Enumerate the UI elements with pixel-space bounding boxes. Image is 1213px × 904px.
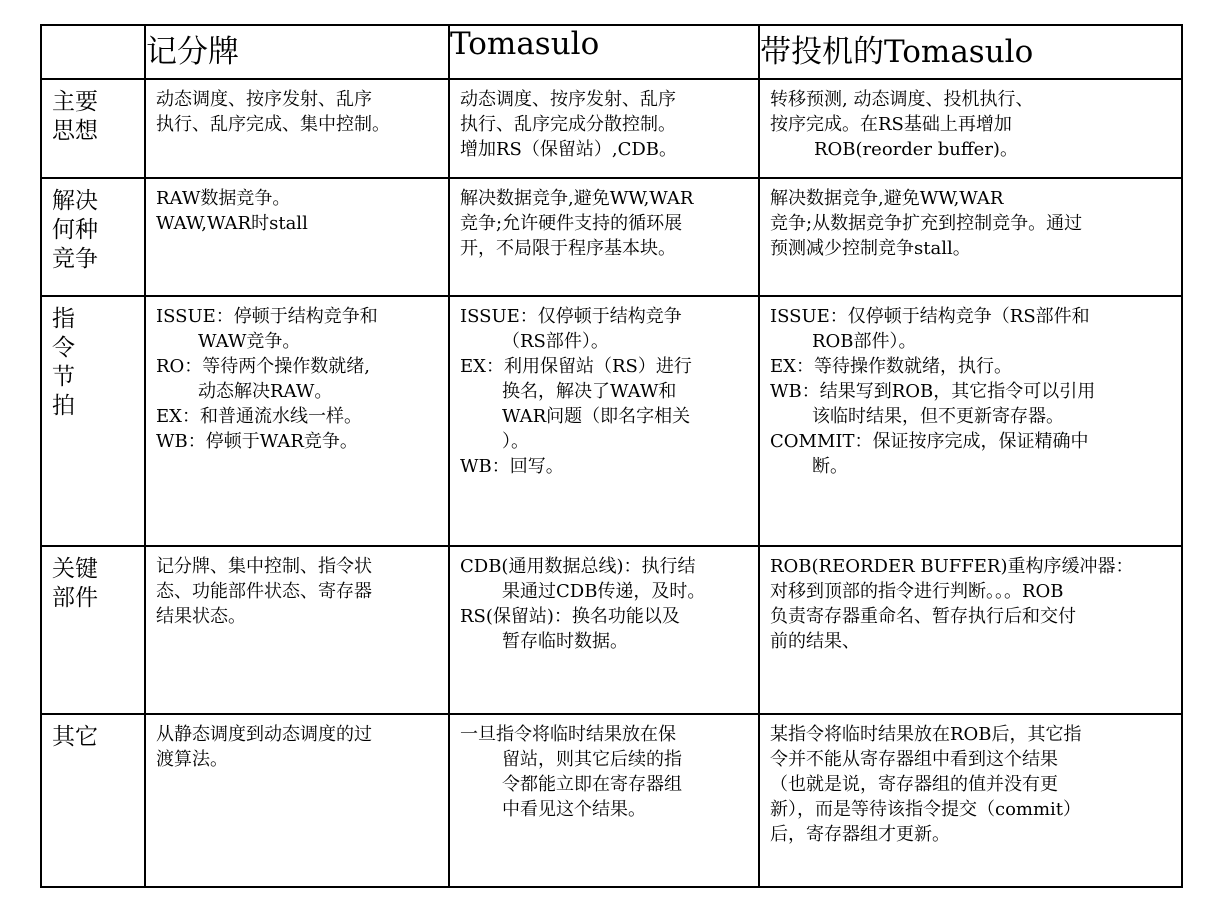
cell-line: 留站，则其它后续的指 bbox=[502, 749, 682, 770]
row-label-line: 拍 bbox=[52, 393, 75, 419]
cell-line: EX：和普通流水线一样。 bbox=[156, 406, 362, 427]
cell-line: （也就是说，寄存器组的值并没有更 bbox=[770, 774, 1058, 795]
cell-line: 前的结果、 bbox=[770, 631, 860, 652]
cell-line: 开，不局限于程序基本块。 bbox=[460, 238, 676, 259]
row-label-key-components bbox=[41, 546, 145, 714]
cell-tomasulo bbox=[449, 178, 759, 296]
cell-line: 令都能立即在寄存器组 bbox=[502, 774, 682, 795]
row-label-line: 指 bbox=[52, 306, 75, 332]
cell-line: 从静态调度到动态调度的过 bbox=[156, 724, 372, 745]
cell-line: 新），而是等待该指令提交（commit） bbox=[770, 799, 1082, 820]
cell-line: ISSUE：仅停顿于结构竞争 bbox=[460, 306, 682, 327]
table-row bbox=[41, 178, 1182, 296]
row-label-main-idea bbox=[41, 79, 145, 178]
cell-line: EX：利用保留站（RS）进行 bbox=[460, 356, 692, 377]
cell-line: WB：停顿于WAR竞争。 bbox=[156, 431, 358, 452]
cell-line: 执行、乱序完成、集中控制。 bbox=[156, 114, 390, 135]
cell-scoreboard bbox=[145, 178, 449, 296]
table-row bbox=[41, 546, 1182, 714]
cell-speculative bbox=[759, 714, 1182, 887]
cell-tomasulo bbox=[449, 714, 759, 887]
cell-line: 一旦指令将临时结果放在保 bbox=[460, 724, 676, 745]
row-label-line: 关键 bbox=[52, 556, 98, 582]
cell-line: 负责寄存器重命名、暂存执行后和交付 bbox=[770, 606, 1076, 627]
cell-line: 断。 bbox=[812, 456, 848, 477]
cell-line: 对移到顶部的指令进行判断。。。ROB bbox=[770, 581, 1064, 602]
cell-scoreboard bbox=[145, 296, 449, 546]
table-row bbox=[41, 79, 1182, 178]
cell-line: 某指令将临时结果放在ROB后，其它指 bbox=[770, 724, 1082, 745]
cell-line: RS(保留站)：换名功能以及 bbox=[460, 606, 680, 627]
table-row bbox=[41, 296, 1182, 546]
cell-tomasulo bbox=[449, 546, 759, 714]
cell-line: 动态调度、按序发射、乱序 bbox=[156, 89, 372, 110]
cell-speculative bbox=[759, 178, 1182, 296]
cell-speculative bbox=[759, 296, 1182, 546]
cell-line: 果通过CDB传递，及时。 bbox=[502, 581, 706, 602]
cell-line: 动态解决RAW。 bbox=[198, 381, 333, 402]
cell-line: 后，寄存器组才更新。 bbox=[770, 824, 950, 845]
cell-line: ISSUE：停顿于结构竞争和 bbox=[156, 306, 378, 327]
cell-line: COMMIT：保证按序完成，保证精确中 bbox=[770, 431, 1089, 452]
row-label-line: 部件 bbox=[52, 585, 98, 611]
row-label-line: 解决 bbox=[52, 188, 98, 214]
cell-line: 记分牌、集中控制、指令状 bbox=[156, 556, 372, 577]
row-label-line: 其它 bbox=[52, 724, 98, 750]
cell-line: 竞争;允许硬件支持的循环展 bbox=[460, 213, 683, 234]
cell-scoreboard bbox=[145, 79, 449, 178]
cell-line: RAW数据竞争。 bbox=[156, 188, 291, 209]
cell-line: WAW竞争。 bbox=[198, 331, 301, 352]
cell-line: 按序完成。在RS基础上再增加 bbox=[770, 114, 1012, 135]
cell-scoreboard bbox=[145, 714, 449, 887]
cell-line: 增加RS（保留站）,CDB。 bbox=[460, 139, 678, 160]
cell-line: ROB(reorder buffer)。 bbox=[814, 139, 1018, 160]
cell-line: 中看见这个结果。 bbox=[502, 799, 646, 820]
cell-speculative bbox=[759, 79, 1182, 178]
row-label-line: 节 bbox=[52, 364, 75, 390]
cell-line: 结果状态。 bbox=[156, 606, 246, 627]
cell-scoreboard bbox=[145, 546, 449, 714]
cell-line: 换名，解决了WAW和 bbox=[502, 381, 677, 402]
corner-cell bbox=[41, 25, 145, 79]
header-scoreboard: 记分牌 bbox=[145, 25, 449, 79]
comparison-table bbox=[40, 24, 1183, 888]
cell-speculative bbox=[759, 546, 1182, 714]
cell-line: 暂存临时数据。 bbox=[502, 631, 628, 652]
cell-line: 令并不能从寄存器组中看到这个结果 bbox=[770, 749, 1058, 770]
cell-line: （RS部件）。 bbox=[502, 331, 609, 352]
table-row bbox=[41, 714, 1182, 887]
cell-line: WB：结果写到ROB，其它指令可以引用 bbox=[770, 381, 1096, 402]
cell-line: WAR问题（即名字相关 bbox=[502, 406, 691, 427]
cell-line: 竞争;从数据竞争扩充到控制竞争。通过 bbox=[770, 213, 1083, 234]
cell-line: 解决数据竞争,避免WW,WAR bbox=[770, 188, 1004, 209]
row-label-other bbox=[41, 714, 145, 887]
row-label-line: 令 bbox=[52, 335, 75, 361]
cell-line: 执行、乱序完成分散控制。 bbox=[460, 114, 676, 135]
cell-line: 转移预测, 动态调度、投机执行、 bbox=[770, 89, 1034, 110]
header-tomasulo: Tomasulo bbox=[449, 25, 759, 79]
cell-line: 态、功能部件状态、寄存器 bbox=[156, 581, 372, 602]
cell-line: WB：回写。 bbox=[460, 456, 564, 477]
cell-line: 预测减少控制竞争stall。 bbox=[770, 238, 971, 259]
cell-tomasulo bbox=[449, 296, 759, 546]
row-label-line: 竞争 bbox=[52, 246, 98, 272]
cell-line: 该临时结果，但不更新寄存器。 bbox=[812, 406, 1064, 427]
cell-line: RO：等待两个操作数就绪, bbox=[156, 356, 371, 377]
cell-line: CDB(通用数据总线)：执行结 bbox=[460, 556, 696, 577]
cell-line: WAW,WAR时stall bbox=[156, 213, 308, 234]
cell-line: ）。 bbox=[502, 431, 529, 452]
header-row bbox=[41, 25, 1182, 79]
cell-line: 解决数据竞争,避免WW,WAR bbox=[460, 188, 694, 209]
cell-line: ROB(REORDER BUFFER)重构序缓冲器： bbox=[770, 556, 1134, 577]
row-label-line: 思想 bbox=[52, 118, 98, 144]
cell-line: 动态调度、按序发射、乱序 bbox=[460, 89, 676, 110]
cell-line: EX：等待操作数就绪，执行。 bbox=[770, 356, 1012, 377]
row-label-line: 何种 bbox=[52, 217, 98, 243]
cell-tomasulo bbox=[449, 79, 759, 178]
cell-line: ISSUE：仅停顿于结构竞争（RS部件和 bbox=[770, 306, 1090, 327]
row-label-instruction-stages bbox=[41, 296, 145, 546]
header-speculative-tomasulo: 带投机的Tomasulo bbox=[759, 25, 1182, 79]
row-label-line: 主要 bbox=[52, 89, 98, 115]
cell-line: ROB部件）。 bbox=[812, 331, 917, 352]
row-label-hazards bbox=[41, 178, 145, 296]
cell-line: 渡算法。 bbox=[156, 749, 228, 770]
